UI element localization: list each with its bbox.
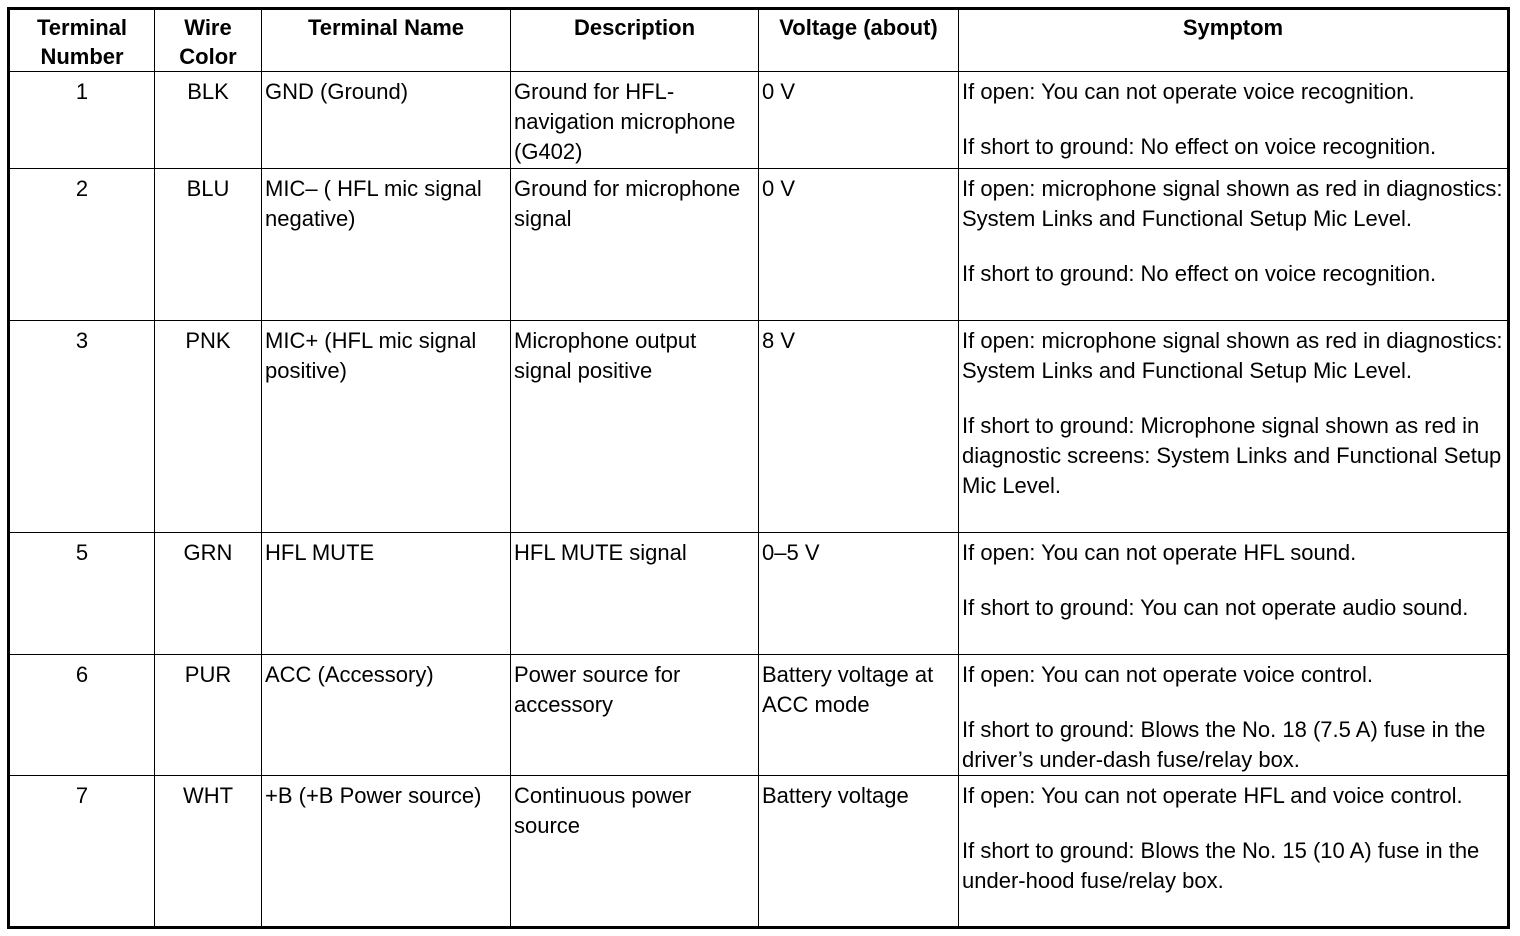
- symptom-cell: [959, 169, 1509, 321]
- wire-color-cell: BLU: [155, 169, 262, 321]
- terminal-number-cell: 6: [9, 655, 155, 776]
- symptom-short: If short to ground: You can not operate audio sound.: [962, 595, 1469, 620]
- header-row: [9, 9, 1509, 72]
- wire-color-cell: GRN: [155, 533, 262, 655]
- header-wire-color: Wire Color: [155, 9, 262, 72]
- header-terminal-name: Terminal Name: [262, 9, 511, 72]
- terminal-name-cell: HFL MUTE: [262, 533, 511, 655]
- symptom-short: If short to ground: No effect on voice recognition.: [962, 261, 1437, 286]
- symptom-short: If short to ground: Microphone signal shown as red in diagnostic screens: System Links and Functional Setup Mic Level.: [962, 413, 1502, 498]
- wire-color-cell: PNK: [155, 321, 262, 533]
- symptom-cell: [959, 533, 1509, 655]
- wire-color-cell: BLK: [155, 72, 262, 169]
- wire-color-cell: WHT: [155, 776, 262, 928]
- symptom-open: If open: microphone signal shown as red in diagnostics: System Links and Functional Setup Mic Level.: [962, 328, 1503, 383]
- terminal-name-cell: +B (+B Power source): [262, 776, 511, 928]
- voltage-cell: 0–5 V: [759, 533, 959, 655]
- voltage-cell: Battery voltage at ACC mode: [759, 655, 959, 776]
- voltage-cell: 0 V: [759, 169, 959, 321]
- terminal-name-cell: ACC (Accessory): [262, 655, 511, 776]
- description-cell: Ground for microphone signal: [511, 169, 759, 321]
- table-row: [9, 169, 1509, 321]
- terminal-name-cell: MIC– ( HFL mic signal negative): [262, 169, 511, 321]
- voltage-cell: 0 V: [759, 72, 959, 169]
- description-cell: Power source for accessory: [511, 655, 759, 776]
- symptom-open: If open: You can not operate HFL sound.: [962, 540, 1357, 565]
- header-terminal-number: Terminal Number: [9, 9, 155, 72]
- terminal-number-cell: 5: [9, 533, 155, 655]
- symptom-short: If short to ground: No effect on voice recognition.: [962, 134, 1437, 159]
- symptom-cell: [959, 776, 1509, 928]
- terminal-number-cell: 3: [9, 321, 155, 533]
- symptom-cell: [959, 72, 1509, 169]
- table-row: [9, 72, 1509, 169]
- terminal-number-cell: 1: [9, 72, 155, 169]
- wire-color-cell: PUR: [155, 655, 262, 776]
- table-row: [9, 321, 1509, 533]
- description-cell: Microphone output signal positive: [511, 321, 759, 533]
- header-symptom: Symptom: [959, 9, 1509, 72]
- symptom-open: If open: microphone signal shown as red in diagnostics: System Links and Functional Setup Mic Level.: [962, 176, 1503, 231]
- symptom-short: If short to ground: Blows the No. 18 (7.5 A) fuse in the driver’s under-dash fuse/relay box.: [962, 717, 1486, 772]
- table-row: [9, 776, 1509, 928]
- symptom-cell: [959, 321, 1509, 533]
- description-cell: Continuous power source: [511, 776, 759, 928]
- terminal-name-cell: GND (Ground): [262, 72, 511, 169]
- header-voltage: Voltage (about): [759, 9, 959, 72]
- symptom-open: If open: You can not operate voice recognition.: [962, 79, 1415, 104]
- terminal-name-cell: MIC+ (HFL mic signal positive): [262, 321, 511, 533]
- symptom-short: If short to ground: Blows the No. 15 (10 A) fuse in the under-hood fuse/relay box.: [962, 838, 1480, 893]
- description-cell: Ground for HFL-navigation microphone (G402): [511, 72, 759, 169]
- table-row: [9, 533, 1509, 655]
- terminal-table: [7, 7, 1510, 929]
- voltage-cell: Battery voltage: [759, 776, 959, 928]
- terminal-number-cell: 2: [9, 169, 155, 321]
- description-cell: HFL MUTE signal: [511, 533, 759, 655]
- terminal-number-cell: 7: [9, 776, 155, 928]
- symptom-cell: [959, 655, 1509, 776]
- voltage-cell: 8 V: [759, 321, 959, 533]
- header-description: Description: [511, 9, 759, 72]
- symptom-open: If open: You can not operate HFL and voice control.: [962, 783, 1463, 808]
- table-row: [9, 655, 1509, 776]
- symptom-open: If open: You can not operate voice control.: [962, 662, 1373, 687]
